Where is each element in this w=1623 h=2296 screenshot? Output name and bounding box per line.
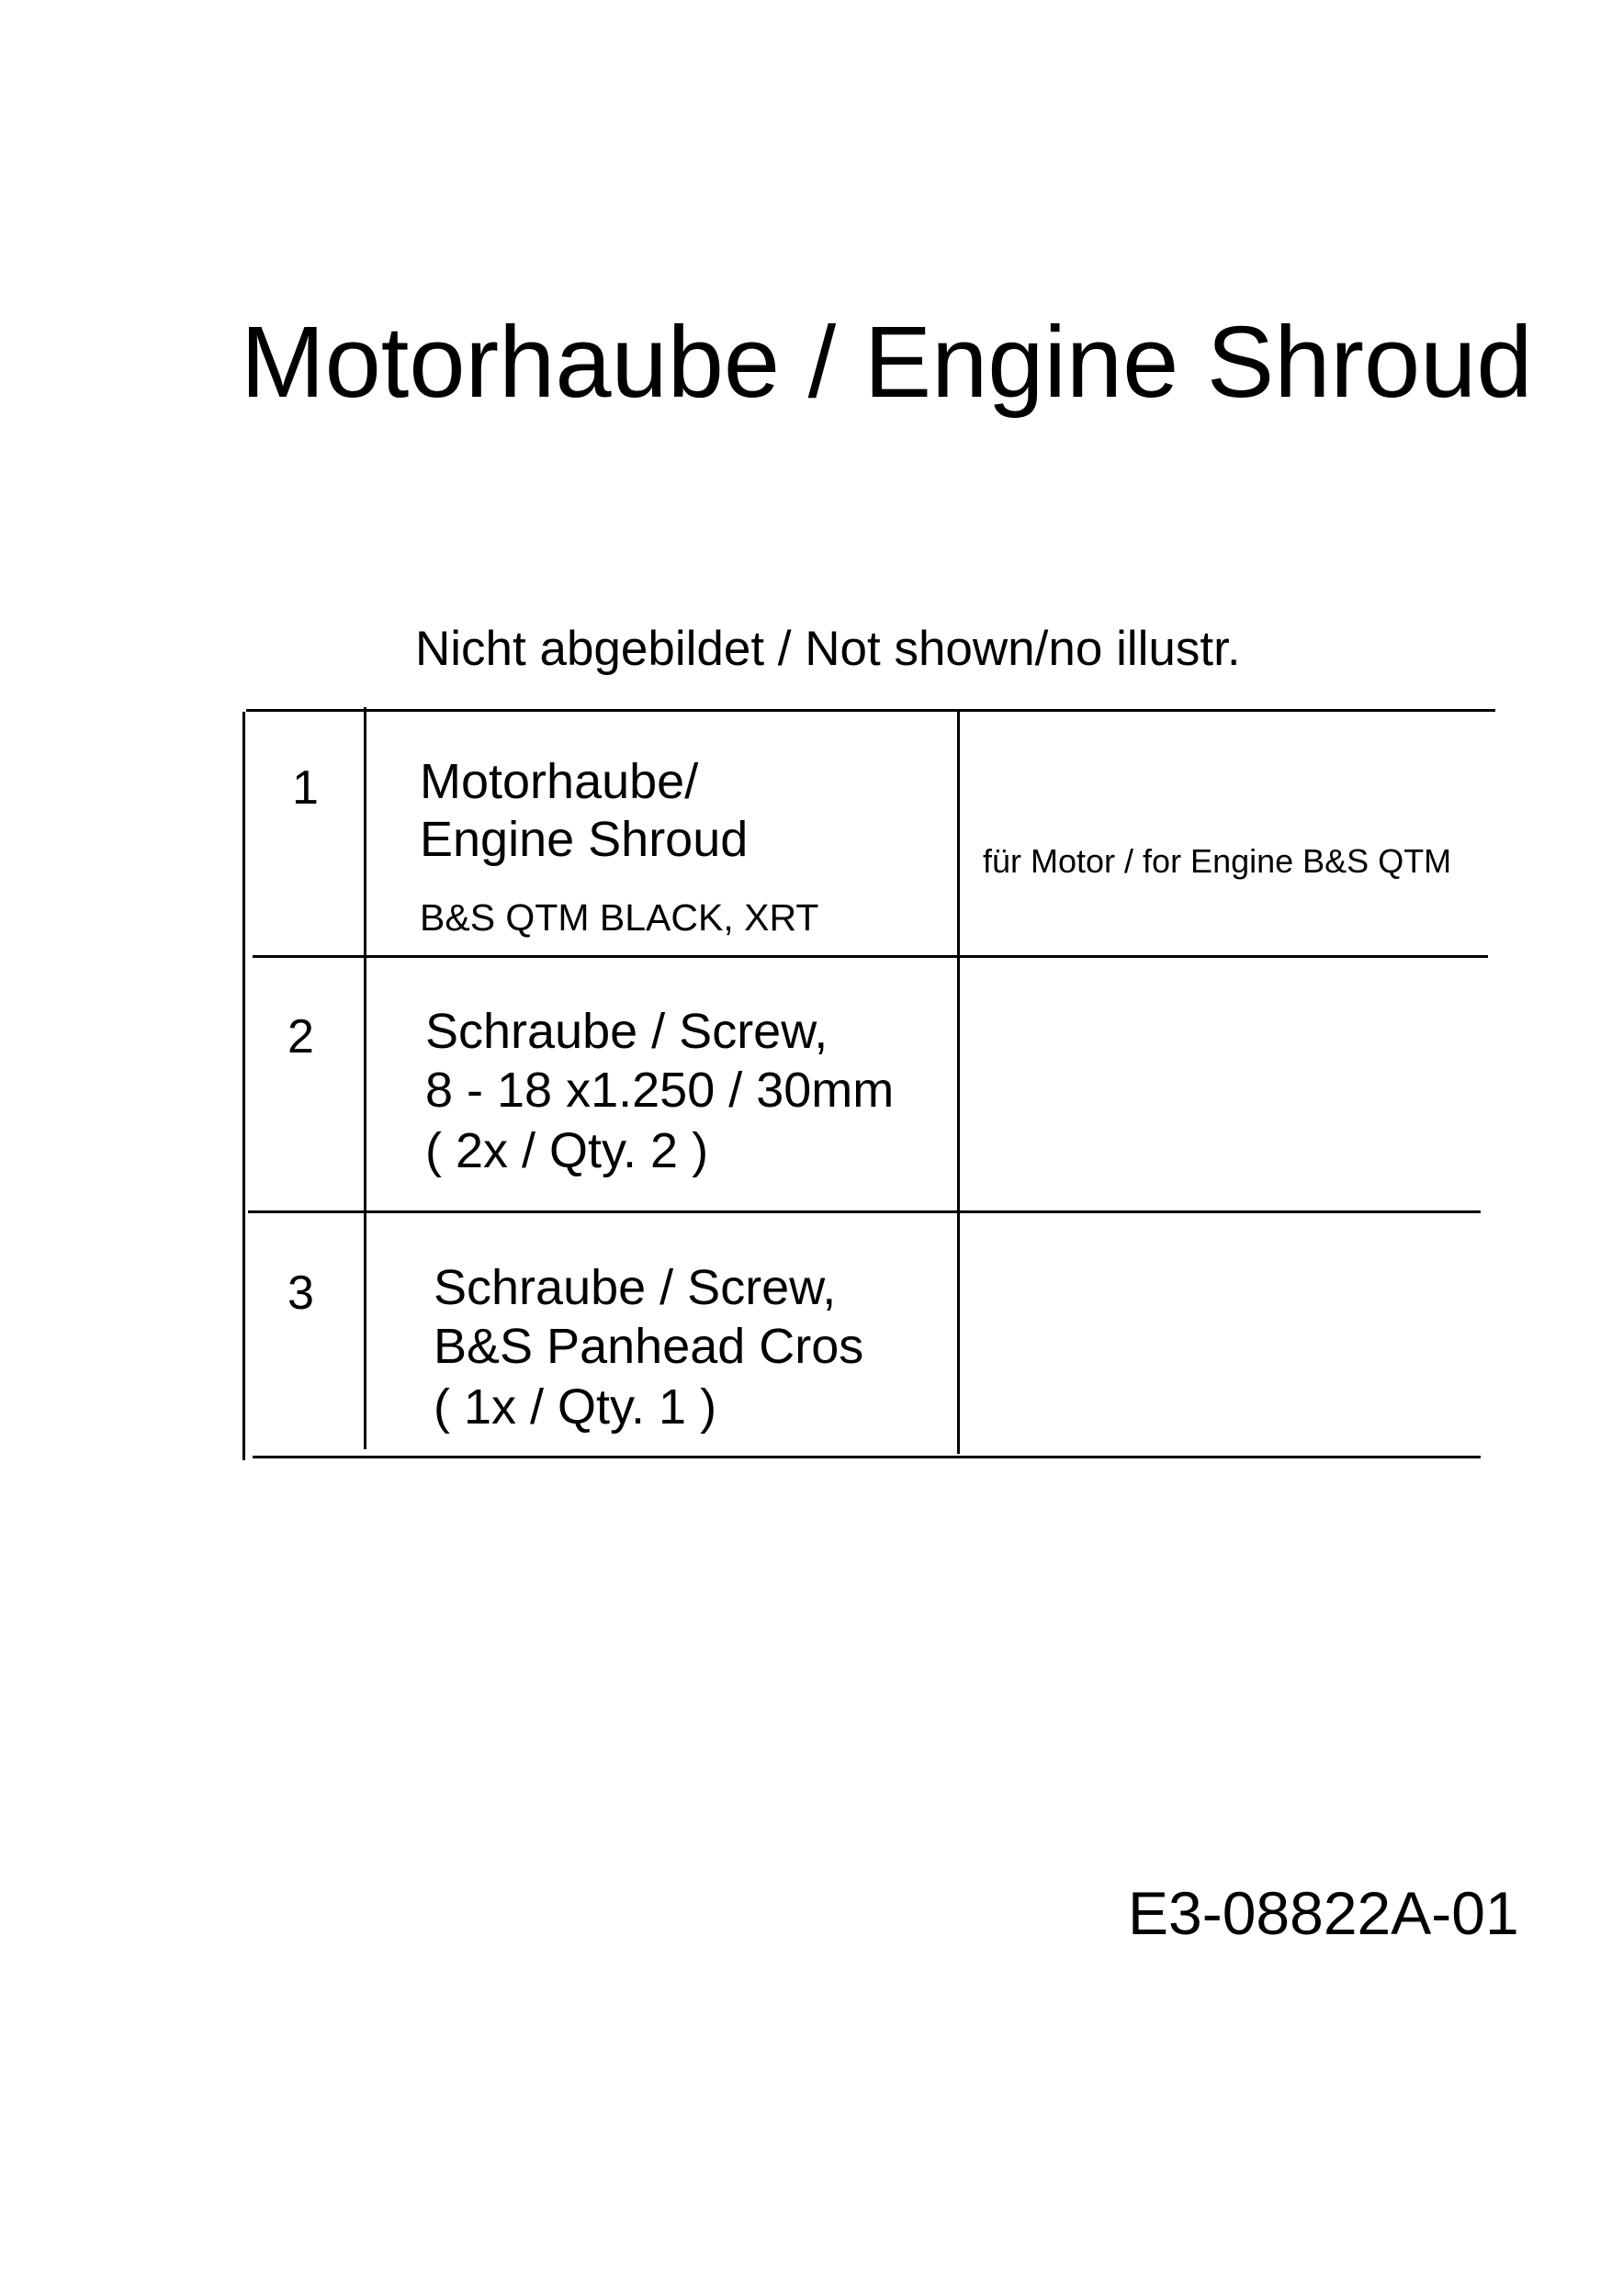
part-number: 2: [287, 1010, 314, 1064]
part-spec-line: B&S Panhead Cros: [434, 1319, 864, 1374]
part-quantity-line: ( 1x / Qty. 1 ): [434, 1379, 717, 1435]
row-separator-1: [253, 955, 1488, 958]
page-title: Motorhaube / Engine Shroud: [241, 306, 1533, 419]
row-separator-2: [248, 1210, 1481, 1213]
table-bottom-rule: [253, 1456, 1481, 1458]
part-name-line: Engine Shroud: [420, 812, 749, 867]
document-code: E3-08822A-01: [1128, 1879, 1519, 1947]
note-column-rule: [957, 712, 960, 1454]
part-spec-line: 8 - 18 x1.250 / 30mm: [425, 1063, 895, 1118]
page-subtitle: Nicht abgebildet / Not shown/no illustr.: [415, 622, 1241, 676]
part-number: 1: [292, 761, 319, 815]
part-note: für Motor / for Engine B&S QTM: [983, 842, 1452, 880]
number-column-rule: [364, 707, 366, 1449]
part-name-line: Schraube / Screw,: [434, 1260, 837, 1315]
part-name-line: Motorhaube/: [420, 754, 699, 809]
part-name-line: Schraube / Screw,: [425, 1004, 828, 1059]
part-number: 3: [287, 1266, 314, 1320]
part-quantity-line: ( 2x / Qty. 2 ): [425, 1123, 709, 1178]
table-top-rule: [246, 709, 1495, 712]
part-detail: B&S QTM BLACK, XRT: [420, 896, 819, 939]
table-left-rule: [242, 712, 245, 1460]
